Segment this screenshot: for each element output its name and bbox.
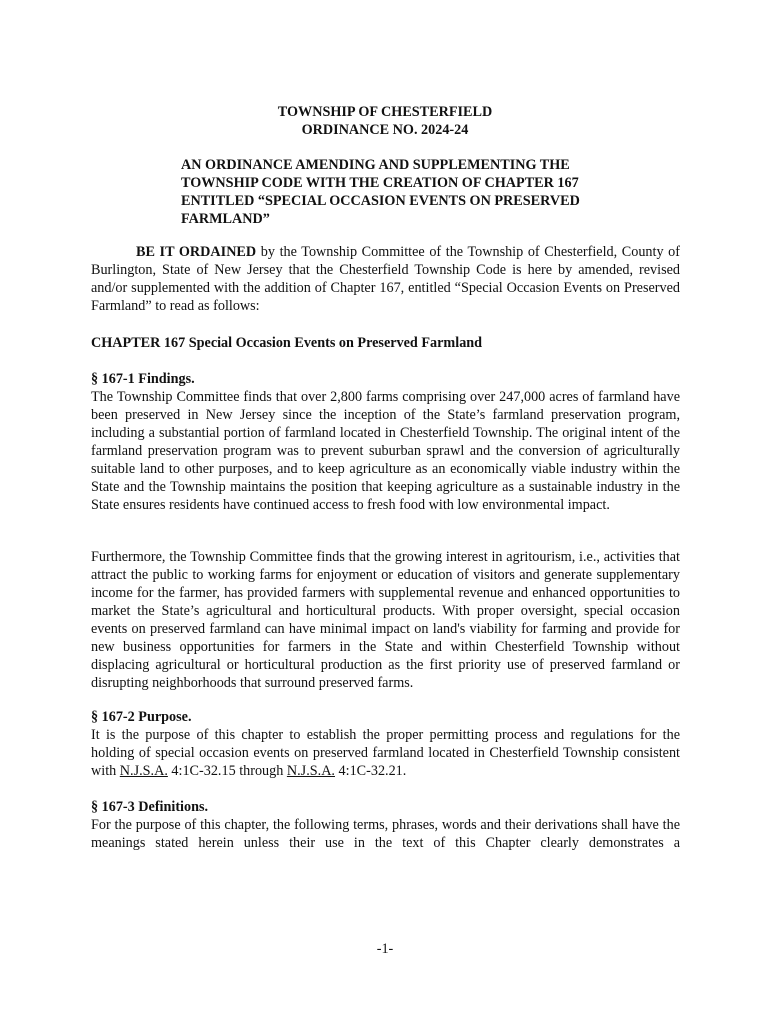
- page-number: -1-: [376, 941, 394, 957]
- section-findings-heading: § 167-1 Findings.: [91, 371, 195, 387]
- purpose-text-after: 4:1C-32.21.: [334, 763, 407, 779]
- definitions-paragraph: For the purpose of this chapter, the following terms, phrases, words and their derivations shall have the meanings stated herein unless their use in the text of this Chapter clearly demonstrates a: [91, 817, 680, 851]
- preamble-text: by the Township Committee of the Township of Chesterfield, County of Burlington, State of New Jersey that the Chesterfield Township Code is here by amended, revised and/or supplemented with the addition of Chapter 167, entitled “Special Occasion Events on Preserved Farmland” to read as follows:: [91, 244, 681, 314]
- ordinance-number: ORDINANCE NO. 2024-24: [301, 122, 469, 138]
- preamble-lead: BE IT ORDAINED: [136, 244, 257, 260]
- title-line-3: ENTITLED “SPECIAL OCCASION EVENTS ON PRESERVED: [181, 193, 580, 209]
- section-definitions-heading: § 167-3 Definitions.: [91, 799, 209, 815]
- njsa-citation-link[interactable]: N.J.S.A.: [119, 763, 168, 779]
- preamble-paragraph: [91, 243, 680, 315]
- njsa-citation-link[interactable]: N.J.S.A.: [286, 763, 335, 779]
- purpose-paragraph: [91, 726, 680, 780]
- purpose-text-before: It is the purpose of this chapter to establish the proper permitting process and regulations for the holding of special occasion events on preserved farmland located in Chesterfield Township consistent with: [91, 727, 680, 779]
- ordinance-header: [0, 103, 770, 139]
- findings-paragraph-2: Furthermore, the Township Committee finds that the growing interest in agritourism, i.e., activities that attract the public to working farms for enjoyment or education of visitors and generate supplementary income for the farmer, has provided farmers with supplemental revenue and enhanced opportunities to market the State’s agricultural and horticultural products. With proper oversight, special occasion events on preserved farmland can have minimal impact on land's viability for farming and provide for new business opportunities for farmers in the State and within Chesterfield Township without displacing agricultural or horticultural production as the first priority use of preserved farmland or disrupting neighborhoods that surround preserved farms.: [91, 549, 680, 691]
- section-purpose-heading: § 167-2 Purpose.: [91, 709, 192, 725]
- township-name: TOWNSHIP OF CHESTERFIELD: [277, 104, 493, 120]
- title-line-1: AN ORDINANCE AMENDING AND SUPPLEMENTING THE: [181, 157, 570, 173]
- title-line-2: TOWNSHIP CODE WITH THE CREATION OF CHAPTER 167: [181, 175, 579, 191]
- title-line-4: FARMLAND”: [181, 211, 270, 227]
- ordinance-title: [181, 156, 606, 228]
- chapter-heading: CHAPTER 167 Special Occasion Events on Preserved Farmland: [91, 335, 483, 351]
- purpose-text-mid: 4:1C-32.15 through: [167, 763, 287, 779]
- findings-paragraph-1: The Township Committee finds that over 2,800 farms comprising over 247,000 acres of farmland have been preserved in New Jersey since the inception of the State’s farmland preservation program, including a substantial portion of farmland located in Chesterfield Township. The original intent of the farmland preservation program was to prevent suburban sprawl and the conversion of agriculturally suitable land to other purposes, and to keep agriculture as an economically viable industry within the State and the Township maintains the position that keeping agriculture as a sustainable industry in the State ensures residents have continued access to fresh food with low environmental impact.: [91, 389, 680, 513]
